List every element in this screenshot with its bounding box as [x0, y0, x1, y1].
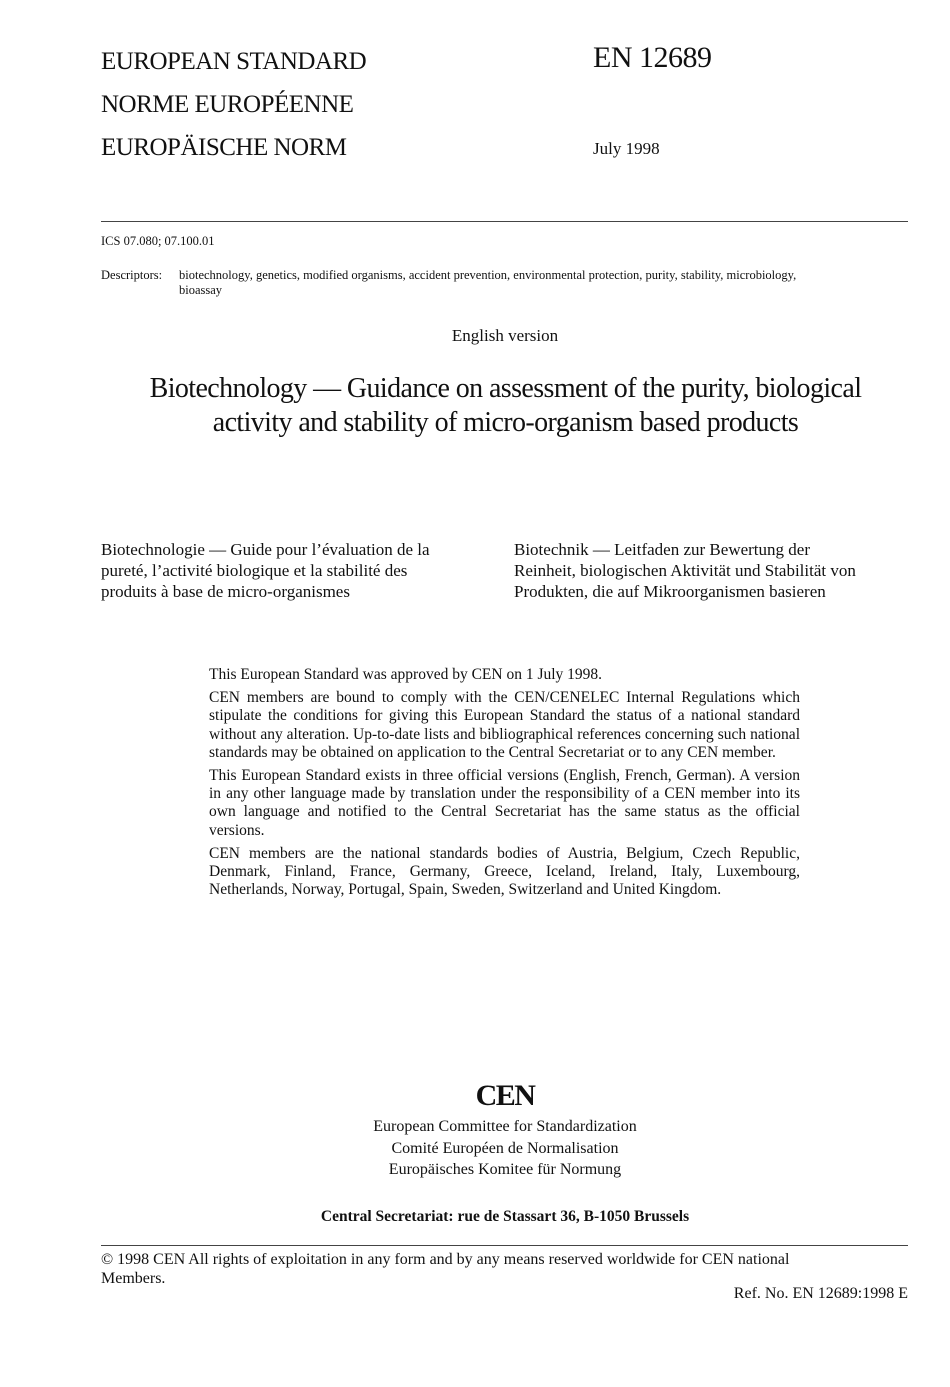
french-title-line: produits à base de micro-organismes: [101, 582, 350, 601]
french-title: [101, 539, 481, 602]
approval-paragraph: This European Standard exists in three official versions (English, French, German). A version in any other language made by translation under the responsibility of a CEN member into its own language and notified to the Central Secretariat has the same status as the official versions.: [209, 767, 800, 839]
german-title-line: Produkten, die auf Mikroorganismen basieren: [514, 582, 826, 601]
central-secretariat: Central Secretariat: rue de Stassart 36, B-1050 Brussels: [320, 1208, 690, 1225]
german-title-line: Reinheit, biologischen Aktivität und Stabilität von: [514, 561, 856, 580]
french-title-line: Biotechnologie — Guide pour l’évaluation de la: [101, 540, 430, 559]
approval-paragraph: This European Standard was approved by CEN on 1 July 1998.: [209, 666, 603, 683]
cen-name-de: Europäisches Komitee für Normung: [388, 1161, 622, 1178]
approval-statement: [209, 666, 800, 904]
cen-logo: CEN: [475, 1079, 535, 1112]
cen-name-en: European Committee for Standardization: [373, 1118, 637, 1135]
french-title-line: pureté, l’activité biologique et la stabilité des: [101, 561, 408, 580]
cen-name-fr: Comité Européen de Normalisation: [391, 1139, 619, 1157]
copyright-line1: © 1998 CEN All rights of exploitation in any form and by any means reserved worldwide for CEN national: [101, 1251, 790, 1268]
language-version: English version: [451, 326, 559, 345]
descriptors-label: Descriptors:: [101, 268, 163, 282]
publication-date: July 1998: [593, 139, 660, 158]
standard-name-en: EUROPEAN STANDARD: [101, 48, 367, 75]
copyright-line2: Members.: [101, 1270, 166, 1287]
standard-name-fr: NORME EUROPÉENNE: [101, 91, 354, 118]
standard-number: EN 12689: [593, 41, 712, 74]
header-divider: [101, 221, 908, 222]
approval-paragraph: CEN members are bound to comply with the CEN/CENELEC Internal Regulations which stipulate the conditions for giving this European Standard the status of a national standard without any alteration. Up-to-date lists and bibliographical references concerning such national standards may be obtained on application to the Central Secretariat or to any CEN member.: [209, 689, 800, 761]
title-line-1: Biotechnology — Guidance on assessment of the purity, biological: [149, 373, 862, 404]
german-title-line: Biotechnik — Leitfaden zur Bewertung der: [514, 540, 810, 559]
title-line-2: activity and stability of micro-organism based products: [212, 407, 799, 438]
footer-divider: [101, 1245, 908, 1246]
cen-names: [30, 1116, 950, 1181]
reference-number: Ref. No. EN 12689:1998 E: [733, 1285, 908, 1302]
german-title: [514, 539, 908, 602]
standard-name-de: EUROPÄISCHE NORM: [101, 134, 347, 161]
ics-code: ICS 07.080; 07.100.01: [101, 234, 215, 248]
descriptors-text-line2: bioassay: [179, 283, 223, 297]
approval-paragraph: CEN members are the national standards bodies of Austria, Belgium, Czech Republic, Denmark, Finland, France, Germany, Greece, Iceland, Ireland, Italy, Luxembourg, Netherlands, Norway, Portugal, Spain, Sweden, Switzerland and United Kingdom.: [209, 844, 800, 899]
document-title: [0, 372, 950, 440]
descriptors-text-line1: biotechnology, genetics, modified organisms, accident prevention, environmental protection, purity, stability, microbiology,: [179, 268, 797, 282]
